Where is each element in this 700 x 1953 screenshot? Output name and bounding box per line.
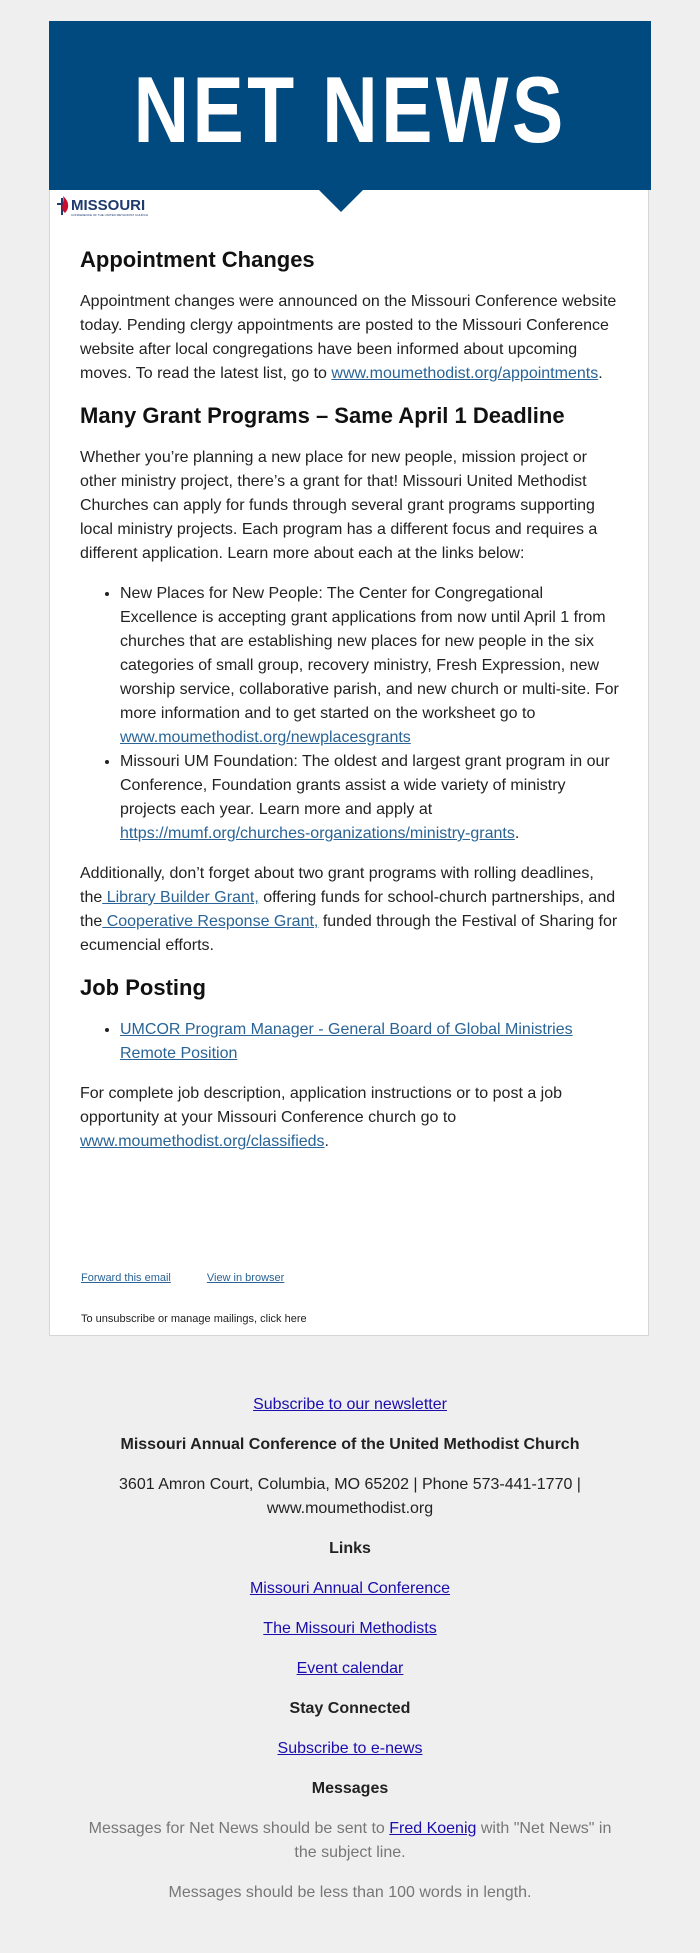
umcor-job-link[interactable]: UMCOR Program Manager - General Board of Global Ministries Remote Position — [120, 1021, 573, 1062]
missouri-annual-conference-link[interactable]: Missouri Annual Conference — [249, 1580, 451, 1597]
jobs-paragraph: For complete job description, application instructions or to post a job opportunity at your Missouri Conference church go to www.moumethodist.org/classifieds. — [80, 1085, 563, 1150]
grants-list — [80, 582, 620, 846]
appointments-heading: Appointment Changes — [80, 247, 315, 272]
view-in-browser-link[interactable]: View in browser — [206, 1272, 285, 1284]
grants-additional: Additionally, don’t forget about two grant programs with rolling deadlines, the Library Builder Grant, offering funds for school-church partnerships, and the Cooperative Response Grant, funded through the Festival of Sharing for ecumencial efforts. — [80, 865, 618, 954]
list-item — [120, 1018, 620, 1066]
email-footer-links — [81, 1271, 284, 1285]
newsletter-card — [49, 21, 649, 1336]
forward-email-link[interactable]: Forward this email — [81, 1272, 171, 1284]
stay-connected-heading: Stay Connected — [289, 1700, 411, 1717]
grants-heading: Many Grant Programs – Same April 1 Deadline — [80, 403, 565, 428]
appointments-paragraph: Appointment changes were announced on the Missouri Conference website today. Pending clergy appointments are posted to the Missouri Conference website after local congregations have been informed about upcoming moves. To read the latest list, go to www.moumethodist.org/appointments. — [80, 293, 617, 382]
org-address: 3601 Amron Court, Columbia, MO 65202 | Phone 573-441-1770 | www.moumethodist.org — [119, 1476, 581, 1517]
unsubscribe-text[interactable]: To unsubscribe or manage mailings, click here — [81, 1313, 307, 1325]
fred-koenig-link[interactable]: Fred Koenig — [389, 1820, 477, 1837]
missouri-methodists-link[interactable]: The Missouri Methodists — [263, 1620, 437, 1637]
logo-subtitle: CONFERENCE OF THE UNITED METHODIST CHURCH — [71, 213, 149, 217]
appointments-link[interactable]: www.moumethodist.org/appointments — [331, 365, 599, 382]
jobs-heading: Job Posting — [80, 975, 206, 1000]
messages-heading: Messages — [311, 1780, 389, 1797]
header-banner — [49, 21, 651, 190]
library-builder-grant-link[interactable]: Library Builder Grant, — [102, 889, 259, 906]
subscribe-newsletter-link[interactable]: Subscribe to our newsletter — [253, 1396, 447, 1413]
newplacesgrants-link[interactable]: www.moumethodist.org/newplacesgrants — [120, 729, 411, 746]
jobs-list — [80, 1018, 620, 1066]
list-item: • Missouri UM Foundation: The oldest and largest grant program in our Conference, Foundation grants assist a wide variety of ministry projects each year. Learn more and apply at https://mumf.org/churches-organizations/ministry-grants. — [120, 750, 620, 846]
cross-flame-icon — [56, 193, 156, 221]
org-name: Missouri Annual Conference of the United Methodist Church — [120, 1436, 580, 1453]
links-heading: Links — [329, 1540, 371, 1557]
messages-length-note: Messages should be less than 100 words in length. — [168, 1884, 532, 1901]
list-item: • New Places for New People: The Center for Congregational Excellence is accepting grant applications from now until April 1 from churches that are establishing new places for new people in the six categories of small group, recovery ministry, Fresh Expression, new worship service, collaborative parish, and new church or multi-site. For more information and to get started on the worksheet go to www.moumethodist.org/newplacesgrants — [120, 582, 620, 750]
banner-title: NET NEWS — [133, 57, 567, 162]
newsletter-content — [80, 246, 620, 1170]
messages-paragraph: Messages for Net News should be sent to Fred Koenig with "Net News" in the subject line. — [88, 1820, 612, 1861]
cooperative-response-grant-link[interactable]: Cooperative Response Grant, — [102, 913, 319, 930]
logo-name: MISSOURI — [71, 197, 146, 214]
classifieds-link[interactable]: www.moumethodist.org/classifieds — [80, 1133, 325, 1150]
page-footer — [0, 1393, 700, 1921]
missouri-conference-logo — [56, 193, 156, 221]
event-calendar-link[interactable]: Event calendar — [296, 1660, 404, 1677]
subscribe-enews-link[interactable]: Subscribe to e-news — [277, 1740, 423, 1757]
grants-intro: Whether you’re planning a new place for new people, mission project or other ministry project, there’s a grant for that! Missouri United Methodist Churches can apply for funds through several grant programs supporting local ministry projects. Each program has a different focus and requires a different application. Learn more about each at the links below: — [80, 449, 598, 562]
ministry-grants-link[interactable]: https://mumf.org/churches-organizations/ministry-grants — [120, 825, 515, 842]
banner-notch — [319, 190, 363, 212]
